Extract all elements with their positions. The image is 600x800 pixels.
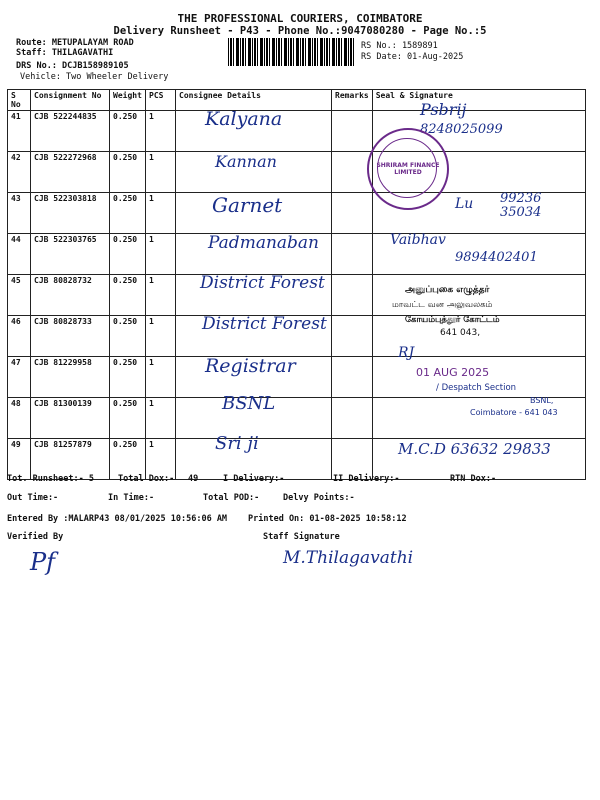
row-sno: 48	[8, 398, 31, 439]
row-remarks-cell	[332, 111, 373, 152]
row-weight: 0.250	[110, 275, 146, 316]
verified-by-label: Verified By	[7, 532, 64, 542]
consignee-name: District Forest	[200, 273, 325, 293]
barcode	[228, 38, 356, 66]
header-seal: Seal & Signature	[372, 90, 585, 111]
row-pcs: 1	[146, 316, 176, 357]
header-sno: S No	[8, 90, 31, 111]
signature-scribble: Lu	[455, 196, 474, 212]
staff-signature-label: Staff Signature	[263, 532, 340, 542]
rtn-dox: RTN Dox:-	[450, 474, 497, 484]
phone-handwritten: 8248025099	[420, 122, 503, 137]
row-consignment-no: CJB 522303765	[31, 234, 110, 275]
stamp-line: அனுப்புகை எழுத்தர்	[405, 285, 490, 295]
row-remarks-cell	[332, 316, 373, 357]
delivery-points: Delvy Points:-	[283, 493, 355, 503]
row-sno: 44	[8, 234, 31, 275]
row-sno: 41	[8, 111, 31, 152]
row-pcs: 1	[146, 234, 176, 275]
signature-scribble: Psbrij	[420, 100, 467, 119]
table-row	[8, 152, 586, 193]
signature-scribble: M.C.D 63632 29833	[398, 440, 551, 458]
row-sno: 46	[8, 316, 31, 357]
total-pod: Total POD:-	[203, 493, 260, 503]
row-remarks-cell	[332, 234, 373, 275]
signature-scribble: RJ	[398, 345, 415, 361]
stamp-line: கோயம்புத்தூர் கோட்டம்	[405, 315, 500, 325]
row-consignment-no: CJB 522303818	[31, 193, 110, 234]
row-consignment-no: CJB 522244835	[31, 111, 110, 152]
consignee-name: Kalyana	[205, 108, 283, 130]
row-sno: 47	[8, 357, 31, 398]
consignee-name: Registrar	[205, 355, 296, 377]
row-weight: 0.250	[110, 234, 146, 275]
row-weight: 0.250	[110, 152, 146, 193]
stamp-line: / Despatch Section	[436, 383, 517, 393]
drs-number: DRS No.: DCJB158989105	[16, 61, 129, 71]
row-weight: 0.250	[110, 357, 146, 398]
row-sno: 45	[8, 275, 31, 316]
stamp-line: Coimbatore - 641 043	[470, 408, 558, 417]
row-sno: 42	[8, 152, 31, 193]
row-weight: 0.250	[110, 111, 146, 152]
header-weight: Weight	[110, 90, 146, 111]
out-time: Out Time:-	[7, 493, 59, 503]
row-consignment-no: CJB 80828732	[31, 275, 110, 316]
row-pcs: 1	[146, 398, 176, 439]
row-weight: 0.250	[110, 439, 146, 480]
table-row	[8, 193, 586, 234]
row-weight: 0.250	[110, 398, 146, 439]
row-consignment-no: CJB 81229958	[31, 357, 110, 398]
row-sno: 49	[8, 439, 31, 480]
consignee-name: District Forest	[202, 314, 327, 334]
row-consignment-no: CJB 81257879	[31, 439, 110, 480]
row-weight: 0.250	[110, 316, 146, 357]
staff-label: Staff: THILAGAVATHI	[16, 48, 114, 58]
row-pcs: 1	[146, 193, 176, 234]
row-sno: 43	[8, 193, 31, 234]
ii-delivery: II Delivery:-	[333, 474, 400, 484]
consignee-name: Garnet	[212, 193, 283, 217]
row-pcs: 1	[146, 152, 176, 193]
rs-number: RS No.: 1589891	[361, 41, 438, 51]
in-time: In Time:-	[108, 493, 155, 503]
stamp-line: மாவட்ட வன அலுவலகம்	[392, 300, 493, 310]
phone-handwritten: 99236 35034	[500, 191, 542, 220]
header-pcs: PCS	[146, 90, 176, 111]
runsheet-title: Delivery Runsheet - P43 - Phone No.:9047080280 - Page No.:5	[113, 25, 487, 37]
row-remarks-cell	[332, 357, 373, 398]
row-remarks-cell	[332, 152, 373, 193]
signature-scribble: Vaibhav	[390, 232, 446, 248]
i-delivery: I Delivery:-	[223, 474, 285, 484]
header-remarks: Remarks	[332, 90, 373, 111]
printed-on: Printed On: 01-08-2025 10:58:12	[248, 514, 407, 524]
stamp-line: BSNL,	[530, 396, 554, 405]
row-consignment-no: CJB 81300139	[31, 398, 110, 439]
header-consignment: Consignment No	[31, 90, 110, 111]
row-consignment-no: CJB 80828733	[31, 316, 110, 357]
row-consignment-no: CJB 522272968	[31, 152, 110, 193]
stamp-line: 641 043,	[440, 328, 481, 338]
total-dox-label: Total Dox:-	[118, 474, 175, 484]
verifier-signature: Pf	[30, 548, 56, 576]
table-header-row	[8, 90, 586, 111]
row-remarks-cell	[332, 275, 373, 316]
table-row	[8, 398, 586, 439]
vehicle-label: Vehicle: Two Wheeler Delivery	[20, 72, 169, 82]
phone-handwritten: 9894402401	[455, 250, 538, 265]
row-pcs: 1	[146, 111, 176, 152]
staff-signature: M.Thilagavathi	[283, 548, 414, 568]
consignee-name: BSNL	[222, 393, 276, 414]
row-pcs: 1	[146, 357, 176, 398]
row-pcs: 1	[146, 275, 176, 316]
company-round-stamp: SHRIRAM FINANCE LIMITED	[367, 128, 449, 210]
consignee-name: Sri ji	[215, 433, 259, 454]
row-weight: 0.250	[110, 193, 146, 234]
row-seal-cell	[372, 398, 585, 439]
date-stamp: 01 AUG 2025	[416, 366, 490, 379]
row-remarks-cell	[332, 193, 373, 234]
entered-by: Entered By :MALARP43 08/01/2025 10:56:06 AM	[7, 514, 228, 524]
route-label: Route: METUPALAYAM ROAD	[16, 38, 134, 48]
consignee-name: Padmanaban	[208, 233, 319, 253]
consignee-name: Kannan	[215, 152, 277, 171]
rs-date: RS Date: 01-Aug-2025	[361, 52, 464, 62]
total-runsheet: Tot. Runsheet:- 5	[7, 474, 94, 484]
total-dox-value: 49	[188, 474, 199, 484]
row-remarks-cell	[332, 398, 373, 439]
header-consignee: Consignee Details	[176, 90, 332, 111]
company-title: THE PROFESSIONAL COURIERS, COIMBATORE	[177, 12, 423, 25]
row-pcs: 1	[146, 439, 176, 480]
